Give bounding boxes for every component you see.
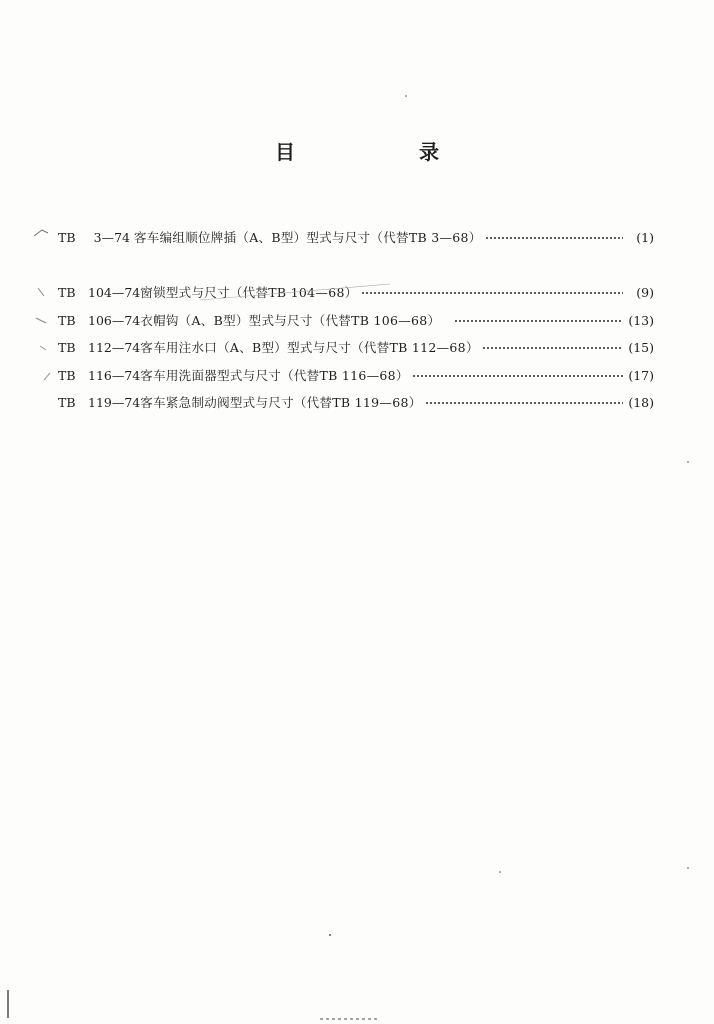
page-number: (1): [636, 230, 654, 245]
entry-title: 窗锁型式与尺寸（代替TB 104—68）: [140, 285, 358, 300]
pencil-tick-mark: [44, 373, 50, 380]
toc-entry[interactable]: [58, 366, 654, 386]
code-number: 106—74: [88, 313, 141, 328]
entry-title: 客车紧急制动阀型式与尺寸（代替TB 119—68）: [140, 395, 422, 410]
code-number: 112—74: [88, 340, 141, 355]
entry-title: 衣帽钩（A、B型）型式与尺寸（代替TB 106—68）: [140, 313, 441, 328]
standard-code: [58, 338, 140, 358]
code-number: 104—74: [88, 285, 141, 300]
page-number: (15): [628, 340, 654, 355]
code-number: 3—74: [93, 230, 130, 245]
code-prefix: TB: [58, 368, 76, 383]
code-prefix: TB: [58, 285, 76, 300]
toc-entry[interactable]: [58, 311, 654, 331]
page-number: (18): [628, 395, 654, 410]
standard-code: [58, 283, 140, 303]
page-title: 目 录: [275, 140, 491, 164]
standard-code: [58, 311, 140, 331]
code-prefix: TB: [58, 230, 76, 245]
dot-leader: [482, 347, 623, 349]
speck: [499, 871, 501, 873]
standard-code: [58, 228, 134, 248]
code-prefix: TB: [58, 313, 76, 328]
pencil-tick-mark: [34, 230, 48, 236]
toc-entry[interactable]: [58, 228, 654, 248]
code-prefix: TB: [58, 395, 76, 410]
standard-code: [58, 366, 140, 386]
code-number: 116—74: [88, 368, 141, 383]
toc-entry[interactable]: [58, 393, 654, 413]
dot-leader: [412, 375, 623, 377]
toc-entry[interactable]: [58, 283, 654, 303]
entry-title: 客车编组顺位牌插（A、B型）型式与尺寸（代替TB 3—68）: [134, 230, 482, 245]
dot-leader: [361, 292, 623, 294]
pencil-tick-mark: [36, 318, 46, 323]
pencil-tick-mark: [38, 288, 44, 296]
page-number: (13): [628, 313, 654, 328]
standard-code: [58, 393, 140, 413]
speck: [687, 867, 689, 869]
code-prefix: TB: [58, 340, 76, 355]
page-number: (9): [636, 285, 654, 300]
dot-leader: [425, 402, 623, 404]
pencil-tick-mark: [40, 346, 46, 350]
speck: [329, 934, 331, 936]
page-number: (17): [628, 368, 654, 383]
code-number: 119—74: [88, 395, 141, 410]
toc-entry[interactable]: [58, 338, 654, 358]
dot-leader: [485, 237, 623, 239]
speck: [405, 95, 407, 97]
dot-leader: [454, 320, 623, 322]
entry-title: 客车用洗面器型式与尺寸（代替TB 116—68）: [140, 368, 409, 383]
speck: [687, 461, 689, 463]
entry-title: 客车用注水口（A、B型）型式与尺寸（代替TB 112—68）: [140, 340, 479, 355]
